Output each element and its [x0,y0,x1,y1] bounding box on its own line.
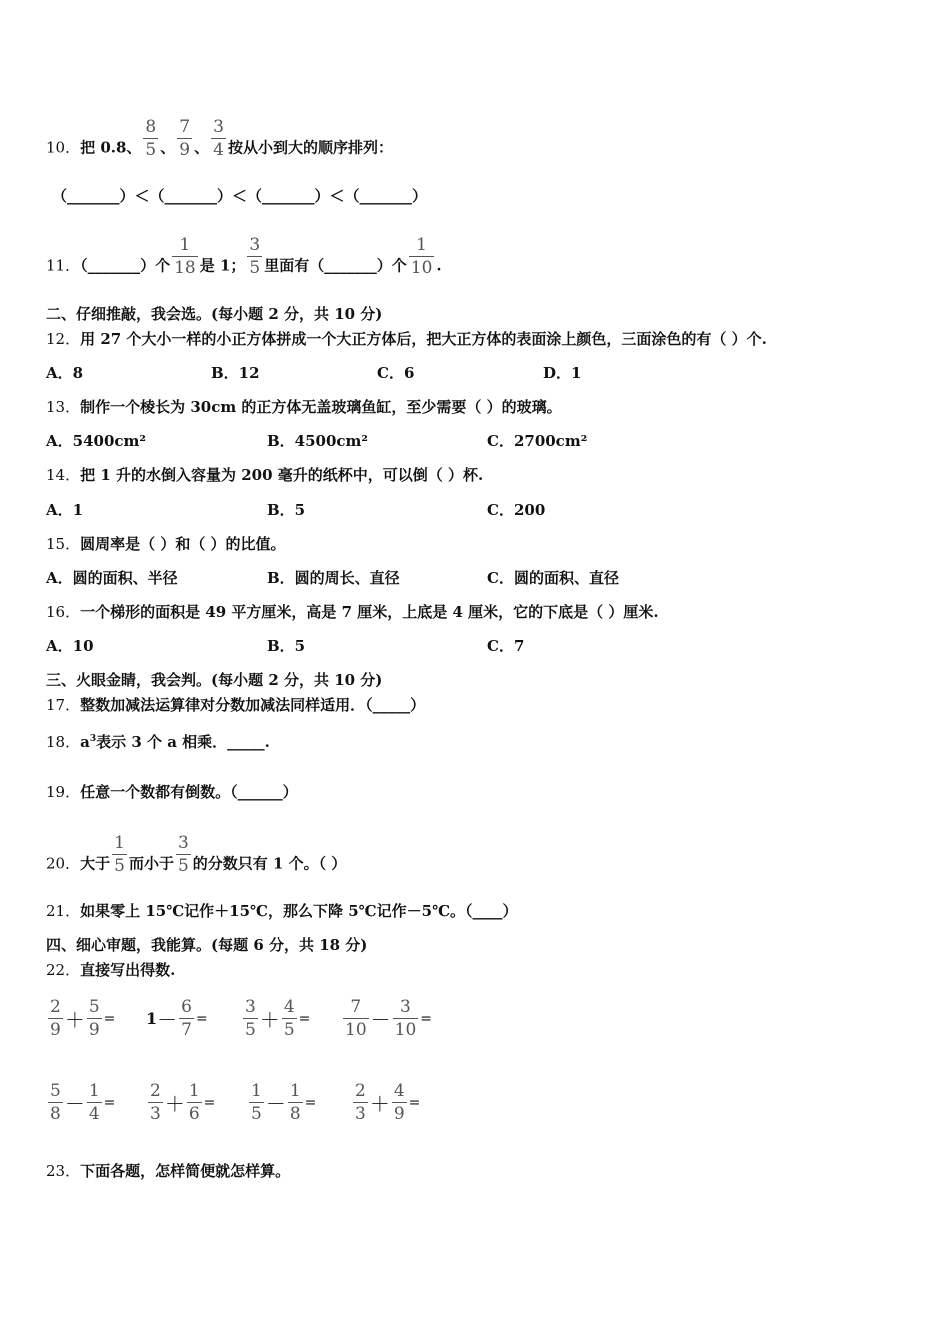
question-17: 17．整数加减法运算律对分数加减法同样适用．（_____） [46,696,426,714]
question-15: 15．圆周率是（ ）和（ ）的比值。 [46,535,286,553]
fraction: $\frac{3}{4}$ [213,117,224,160]
question-number: 11． [46,256,81,275]
question-22: 22．直接写出得数. [46,961,176,979]
option-a[interactable]: A．1 [46,501,84,519]
calc-item: $\frac{2}{9}$ ＋ $\frac{5}{9}$ = [50,997,116,1040]
option-c[interactable]: C．7 [487,637,525,655]
calc-item: $\frac{2}{3}$ ＋ $\frac{4}{9}$ = [355,1081,421,1124]
option-a[interactable]: A．8 [46,364,84,382]
fraction: $\frac{3}{5}$ [177,833,189,876]
question-16: 16．一个梯形的面积是 49 平方厘米，高是 7 厘米，上底是 4 厘米，它的下底是（ ）厘米. [46,603,659,621]
option-c[interactable]: C．200 [487,501,546,519]
question-10: 10．把 0.8、 $\frac{8}{5}$ 、 $\frac{7}{9}$ 、 $\frac{3}{4}$ 按从小到大的顺序排列： [46,117,393,160]
option-b[interactable]: B．12 [211,364,260,382]
calc-item: 1－ $\frac{6}{7}$ = [146,997,208,1040]
question-18: 18．$a^3$表示 3 个 a 相乘．_____. [46,733,270,751]
option-c[interactable]: C．2700cm² [487,432,588,450]
fraction: $\frac{1}{5}$ [114,833,125,876]
question-text: 把 0.8、 [80,138,142,157]
question-19: 19．任意一个数都有倒数。（______） [46,783,298,801]
fraction: $\frac{1}{10}$ [410,235,433,278]
section-heading-4: 四、细心审题，我能算。(每题 6 分，共 18 分) [46,936,368,954]
option-a[interactable]: A．10 [46,637,94,655]
section-heading-3: 三、火眼金睛，我会判。(每小题 2 分，共 10 分) [46,671,383,689]
option-a[interactable]: A．圆的面积、半径 [46,569,178,587]
option-c[interactable]: C．6 [377,364,415,382]
option-b[interactable]: B．5 [267,501,306,519]
fraction: $\frac{7}{9}$ [179,117,191,160]
answer-blank[interactable]: （_______）个 [80,256,171,275]
fraction: $\frac{3}{5}$ [249,235,261,278]
question-12: 12．用 27 个大小一样的小正方体拼成一个大正方体后，把大正方体的表面涂上颜色，三面涂色的有（ ）个. [46,330,767,348]
answer-blank[interactable]: 里面有（_______）个 [264,256,407,275]
question-14: 14．把 1 升的水倒入容量为 200 毫升的纸杯中，可以倒（ ）杯. [46,466,484,484]
option-d[interactable]: D．1 [543,364,582,382]
question-20: 20．大于 $\frac{1}{5}$ 而小于 $\frac{3}{5}$ 的分数只有 1 个。（ ） [46,833,347,876]
option-c[interactable]: C．圆的面积、直径 [487,569,619,587]
fraction: $\frac{8}{5}$ [145,117,157,160]
question-number: 10． [46,138,81,157]
option-b[interactable]: B．4500cm² [267,432,369,450]
question-13: 13．制作一个棱长为 30cm 的正方体无盖玻璃鱼缸，至少需要（ ）的玻璃。 [46,398,562,416]
question-text: 按从小到大的顺序排列： [227,138,393,157]
fraction: $\frac{1}{18}$ [174,235,196,278]
calc-item: $\frac{3}{5}$ ＋ $\frac{4}{5}$ = [245,997,311,1040]
question-21: 21．如果零上 15℃记作＋15℃，那么下降 5℃记作－5℃。（____） [46,902,518,920]
option-b[interactable]: B．5 [267,637,306,655]
option-b[interactable]: B．圆的周长、直径 [267,569,400,587]
calc-item: $\frac{1}{5}$ － $\frac{1}{8}$ = [251,1081,317,1124]
section-heading-2: 二、仔细推敲，我会选。(每小题 2 分，共 10 分) [46,305,383,323]
option-a[interactable]: A．5400cm² [46,432,146,450]
calc-item: $\frac{7}{10}$ － $\frac{3}{10}$ = [345,997,433,1040]
question-11: 11．（_______）个 $\frac{1}{18}$ 是 1； $\frac{3}{5}$ 里面有（_______）个 $\frac{1}{10}$ . [46,235,442,278]
question-23: 23．下面各题，怎样简便就怎样算。 [46,1162,291,1180]
calc-item: $\frac{5}{8}$ － $\frac{1}{4}$ = [50,1081,116,1124]
answer-blanks-line[interactable]: （_______）＜（_______）＜（_______）＜（_______） [52,187,428,205]
calc-item: $\frac{2}{3}$ ＋ $\frac{1}{6}$ = [150,1081,216,1124]
